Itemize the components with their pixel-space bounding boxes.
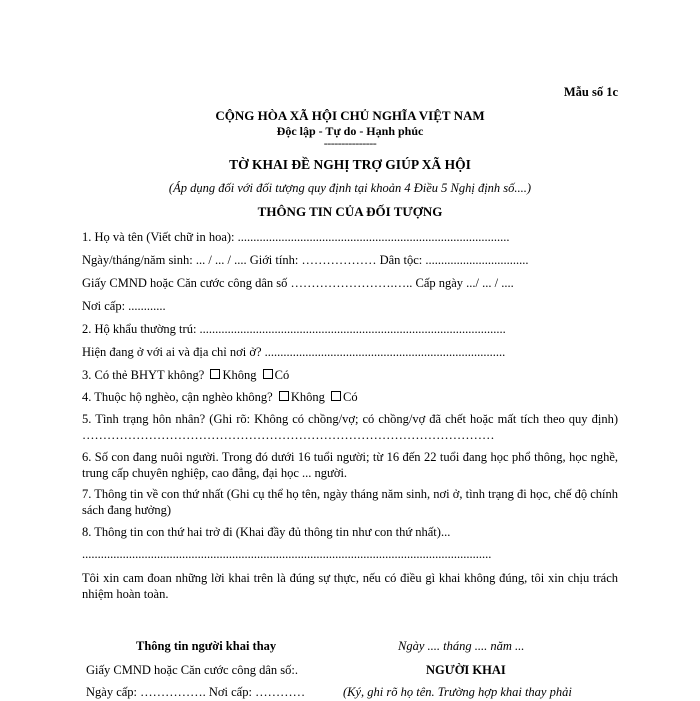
signature-note: (Ký, ghi rõ họ tên. Trường hợp khai thay phải <box>343 685 572 699</box>
country-name: CỘNG HÒA XÃ HỘI CHỦ NGHĨA VIỆT NAM <box>215 108 485 123</box>
proxy-issue-field[interactable]: Ngày cấp: ……………. Nơi cấp: ………… <box>86 685 306 699</box>
option-no-label: Không <box>290 390 325 404</box>
form-code: Mẫu số 1c <box>563 85 618 99</box>
national-motto: Độc lập - Tự do - Hạnh phúc <box>276 124 424 138</box>
proxy-id-field[interactable]: Giấy CMND hoặc Căn cước công dân số:. <box>86 663 298 677</box>
option-yes-label: Có <box>274 368 290 382</box>
question-health-insurance <box>82 367 622 384</box>
field-id-number[interactable]: Giấy CMND hoặc Căn cước công dân số …………………….….. Cấp ngày .../ ... / .... <box>82 276 514 290</box>
option-yes-label: Có <box>342 390 358 404</box>
field-household-registration[interactable]: 2. Hộ khẩu thường trú: .................................................................................................. <box>82 322 506 336</box>
checkbox-poor-household-yes[interactable] <box>331 391 341 401</box>
field-other-children-dots[interactable]: ................................................................................................................................... <box>82 547 492 561</box>
field-issued-place[interactable]: Nơi cấp: ............ <box>82 299 166 313</box>
field-current-residence[interactable]: Hiện đang ở với ai và địa chỉ nơi ở? ............................................................................. <box>82 345 506 359</box>
question-health-insurance-label: 3. Có thẻ BHYT không? <box>82 368 205 382</box>
declaration-statement: Tôi xin cam đoan những lời khai trên là đúng sự thực, nếu có điều gì khai không đúng, tôi xin chịu trách nhiệm hoàn toàn. <box>82 571 618 601</box>
question-children-count[interactable]: 6. Số con đang nuôi người. Trong đó dưới 16 tuổi người; từ 16 đến 22 tuổi đang học phổ thông, học nghề, trung cấp chuyên nghiệp, cao đẳng, đại học ... người. <box>82 450 618 480</box>
signature-date[interactable]: Ngày .... tháng .... năm ... <box>398 639 525 653</box>
question-first-child-info[interactable]: 7. Thông tin về con thứ nhất (Ghi cụ thể họ tên, ngày tháng năm sinh, nơi ở, tình trạng đi học, chế độ chính sách đang hưởng) <box>82 487 618 517</box>
proxy-info-title: Thông tin người khai thay <box>136 639 277 653</box>
question-poor-household <box>82 389 622 406</box>
checkbox-health-insurance-yes[interactable] <box>263 369 273 379</box>
form-title: TỜ KHAI ĐỀ NGHỊ TRỢ GIÚP XÃ HỘI <box>229 157 471 172</box>
field-birth-gender-ethnicity[interactable]: Ngày/tháng/năm sinh: ... / ... / .... Giới tính: ……………… Dân tộc: ................................. <box>82 253 529 267</box>
question-marital-status[interactable]: 5. Tình trạng hôn nhân? (Ghi rõ: Không có chồng/vợ; có chồng/vợ đã chết hoặc mất tích theo quy định) ……………………………………………………………………………………… <box>82 412 618 442</box>
field-full-name[interactable]: 1. Họ và tên (Viết chữ in hoa): ....................................................................................... <box>82 230 510 244</box>
checkbox-poor-household-no[interactable] <box>279 391 289 401</box>
section-title: THÔNG TIN CỦA ĐỐI TƯỢNG <box>257 204 443 219</box>
question-other-children-info[interactable]: 8. Thông tin con thứ hai trở đi (Khai đầy đủ thông tin như con thứ nhất)... <box>82 525 451 539</box>
option-no-label: Không <box>222 368 257 382</box>
question-poor-household-label: 4. Thuộc hộ nghèo, cận nghèo không? <box>82 390 273 404</box>
applicability-note: (Áp dụng đối với đối tượng quy định tại khoản 4 Điều 5 Nghị định số....) <box>168 181 532 195</box>
declarant-title: NGƯỜI KHAI <box>426 663 506 677</box>
header-separator: --------------- <box>323 136 377 150</box>
checkbox-health-insurance-no[interactable] <box>210 369 220 379</box>
